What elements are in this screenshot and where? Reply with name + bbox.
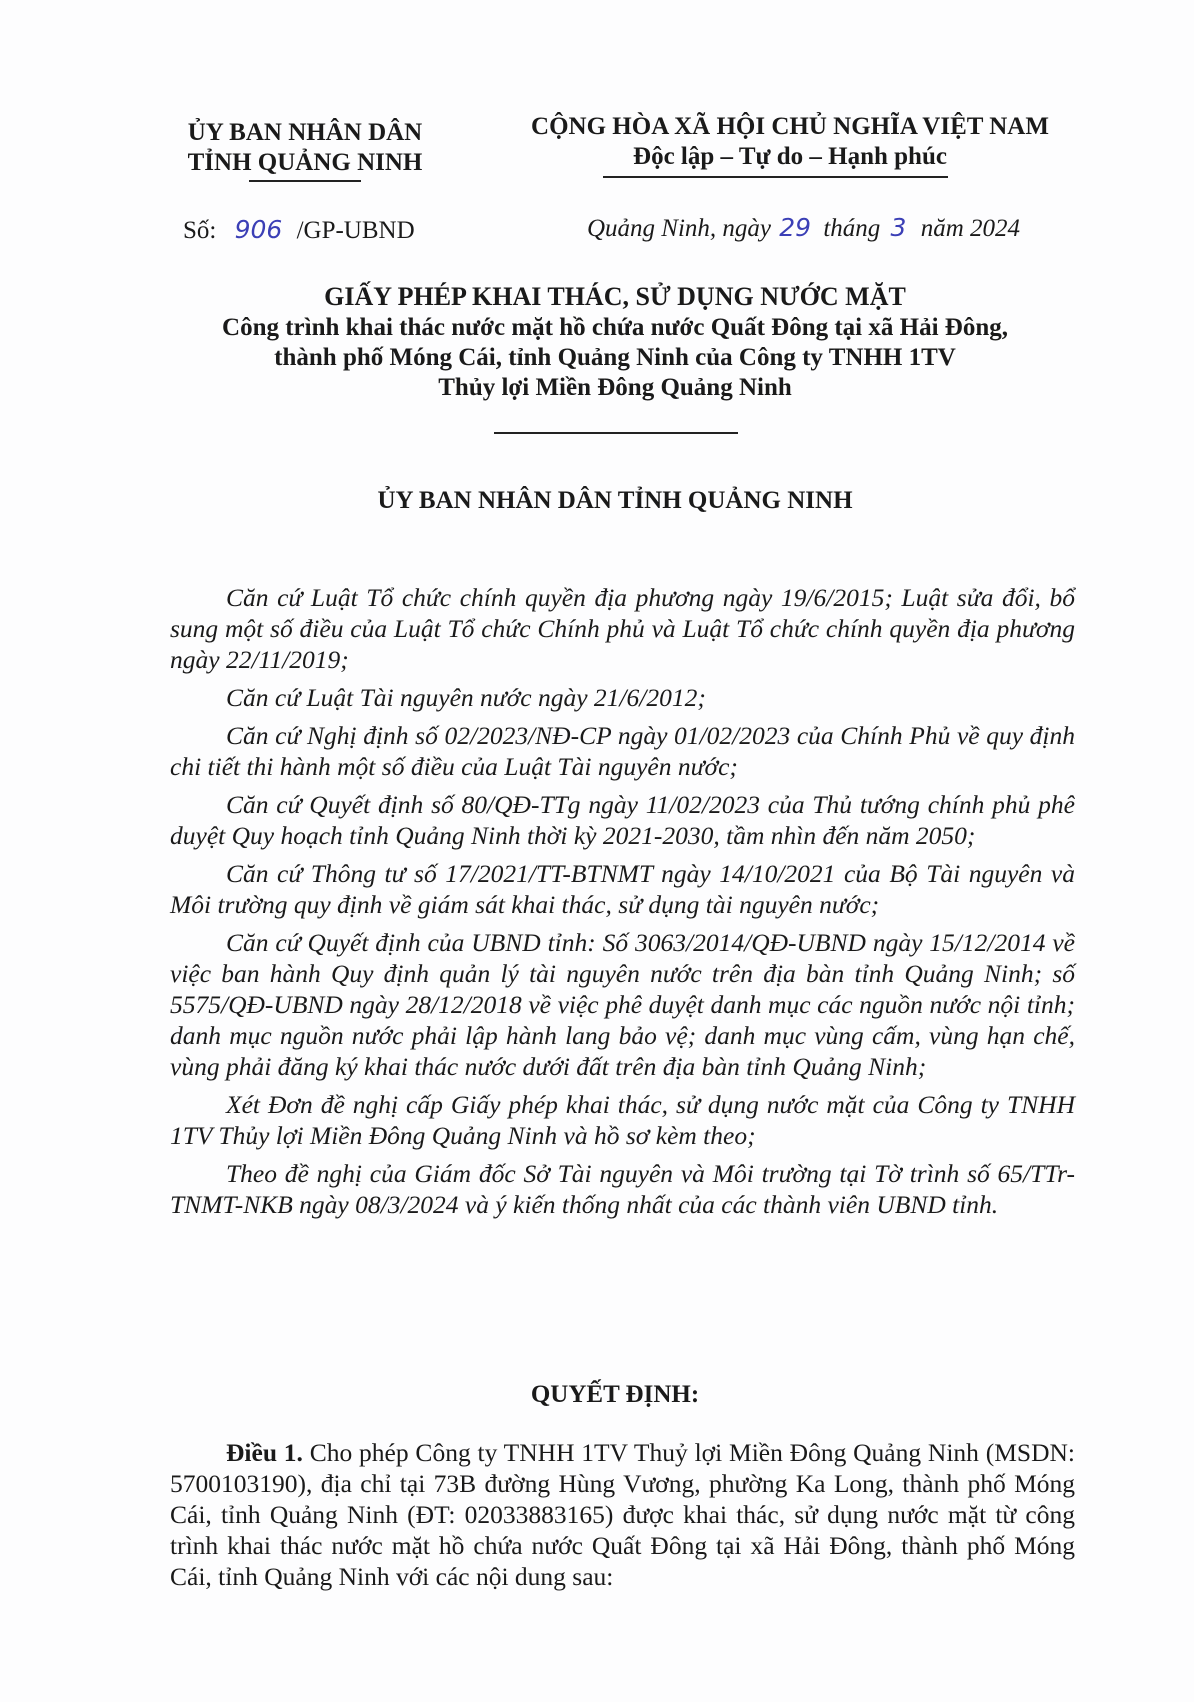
authority-heading: ỦY BAN NHÂN DÂN TỈNH QUẢNG NINH — [377, 487, 853, 514]
issue-date — [587, 213, 1020, 243]
preamble-item: Căn cứ Luật Tài nguyên nước ngày 21/6/2012; — [226, 683, 706, 712]
motto-underline — [603, 176, 948, 178]
preamble-item: Căn cứ Thông tư số 17/2021/TT-BTNMT ngày 14/10/2021 của Bộ Tài nguyên và Môi trường quy định về giám sát khai thác, sử dụng tài nguyên nước; — [170, 859, 1075, 919]
document-subtitle-line1: Công trình khai thác nước mặt hồ chứa nước Quất Đông tại xã Hải Đông, — [222, 314, 1008, 341]
issuing-authority-line2: TỈNH QUẢNG NINH — [187, 149, 423, 176]
preamble-item: Xét Đơn đề nghị cấp Giấy phép khai thác, sử dụng nước mặt của Công ty TNHH 1TV Thủy lợi Miền Đông Quảng Ninh và hồ sơ kèm theo; — [170, 1090, 1075, 1150]
document-subtitle-line2: thành phố Móng Cái, tỉnh Quảng Ninh của Công ty TNHH 1TV — [274, 344, 956, 371]
title-underline — [494, 432, 738, 434]
date-month-label: tháng — [823, 215, 881, 242]
preamble-item: Theo đề nghị của Giám đốc Sở Tài nguyên và Môi trường tại Tờ trình số 65/TTr-TNMT-NKB ngày 08/3/2024 và ý kiến thống nhất của các thành viên UBND tỉnh. — [170, 1159, 1075, 1219]
article-1 — [170, 1437, 1075, 1599]
handwritten-day: 29 — [779, 213, 812, 242]
national-motto: Độc lập – Tự do – Hạnh phúc — [633, 143, 947, 170]
article-1-text: Cho phép Công ty TNHH 1TV Thuỷ lợi Miền Đông Quảng Ninh (MSDN: 5700103190), địa chỉ tại 73B đường Hùng Vương, phường Ka Long, thành phố Móng Cái, tỉnh Quảng Ninh (ĐT: 02033883165) được khai thác, sử dụng nước mặt từ công trình khai thác nước mặt hồ chứa nước Quất Đông tại xã Hải Đông, thành phố Móng Cái, tỉnh Quảng Ninh với các nội dung sau: — [170, 1438, 1075, 1591]
article-1-paragraph — [170, 1437, 1075, 1592]
article-1-label: Điều 1. — [226, 1438, 303, 1467]
issuing-authority-header — [175, 118, 435, 178]
left-header-underline — [249, 180, 361, 182]
preamble-item: Căn cứ Nghị định số 02/2023/NĐ-CP ngày 01/02/2023 của Chính Phủ về quy định chi tiết thi hành một số điều của Luật Tài nguyên nước; — [170, 721, 1075, 781]
document-subtitle-line3: Thủy lợi Miền Đông Quảng Ninh — [438, 374, 792, 401]
document-number — [183, 215, 415, 245]
issuing-authority-line1: ỦY BAN NHÂN DÂN — [187, 119, 423, 146]
handwritten-doc-number: 906 — [234, 215, 283, 244]
decision-heading: QUYẾT ĐỊNH: — [530, 1381, 700, 1408]
document-title: GIẤY PHÉP KHAI THÁC, SỬ DỤNG NƯỚC MẶT — [324, 282, 906, 311]
date-year: năm 2024 — [920, 215, 1021, 242]
handwritten-month: 3 — [890, 213, 907, 242]
national-name: CỘNG HÒA XÃ HỘI CHỦ NGHĨA VIỆT NAM — [531, 113, 1049, 140]
date-place-prefix: Quảng Ninh, ngày — [587, 215, 772, 242]
preamble-item: Căn cứ Quyết định của UBND tỉnh: Số 3063/2014/QĐ-UBND ngày 15/12/2014 về việc ban hành Quy định quản lý tài nguyên nước trên địa bàn tỉnh Quảng Ninh; số 5575/QĐ-UBND ngày 28/12/2018 về việc phê duyệt danh mục các nguồn nước nội tỉnh; danh mục nguồn nước phải lập hành lang bảo vệ; danh mục vùng cấm, vùng hạn chế, vùng phải đăng ký khai thác nước dưới đất trên địa bàn tỉnh Quảng Ninh; — [170, 928, 1075, 1081]
doc-number-prefix: Số: — [183, 217, 217, 244]
national-motto-header — [505, 112, 1075, 172]
doc-number-suffix: /GP-UBND — [296, 217, 415, 244]
document-title-block — [150, 282, 1080, 403]
preamble-item: Căn cứ Quyết định số 80/QĐ-TTg ngày 11/02/2023 của Thủ tướng chính phủ phê duyệt Quy hoạch tỉnh Quảng Ninh thời kỳ 2021-2030, tầm nhìn đến năm 2050; — [170, 790, 1075, 850]
preamble-item: Căn cứ Luật Tổ chức chính quyền địa phương ngày 19/6/2015; Luật sửa đổi, bổ sung một số điều của Luật Tổ chức Chính phủ và Luật Tổ chức chính quyền địa phương ngày 22/11/2019; — [170, 583, 1075, 674]
preamble — [170, 582, 1075, 1227]
